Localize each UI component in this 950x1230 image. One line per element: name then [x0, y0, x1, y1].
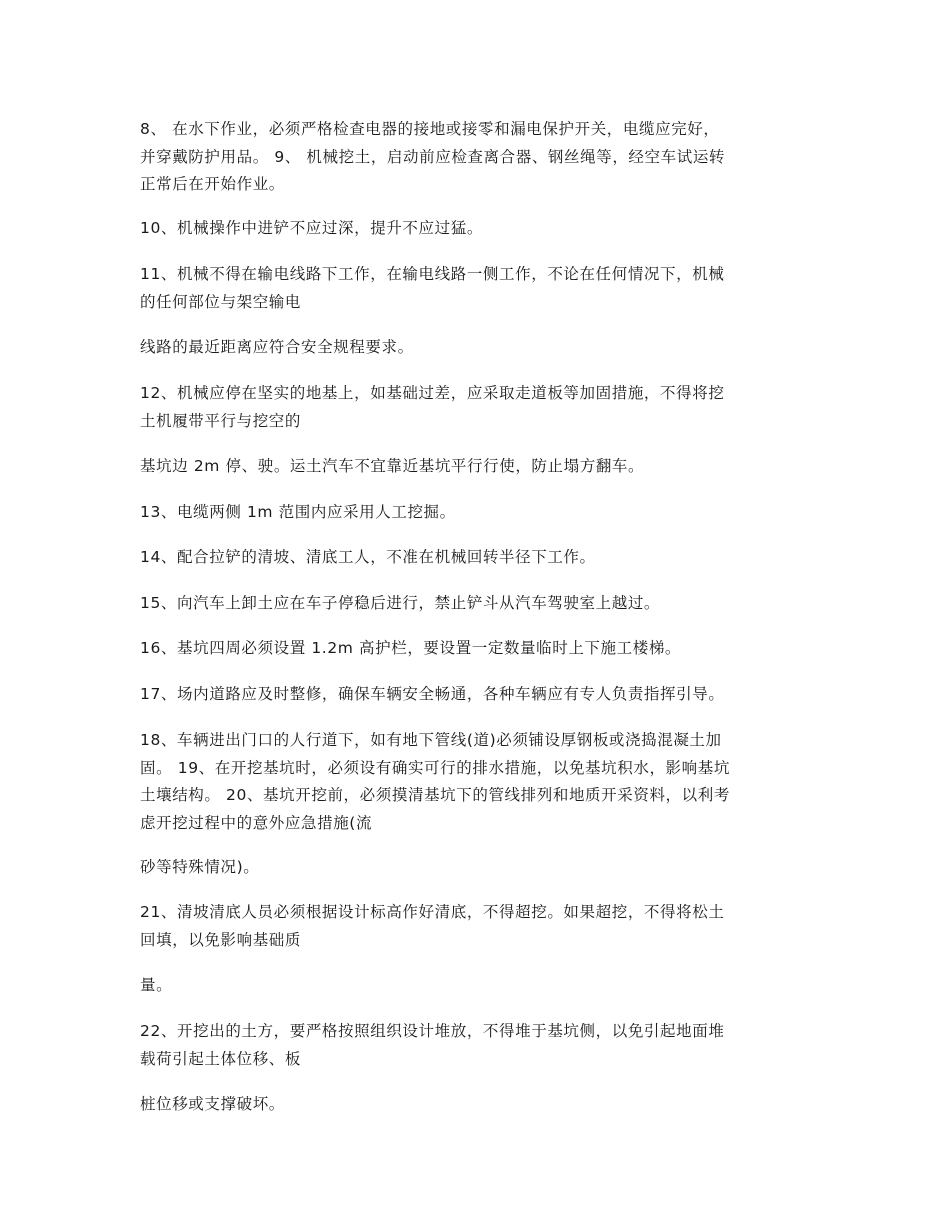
- paragraph-item-16: [140, 635, 820, 663]
- text-line: 16、基坑四周必须设置 1.2m 高护栏，要设置一定数量临时上下施工楼梯。: [140, 639, 682, 657]
- paragraph-item-20-continued: [140, 854, 820, 882]
- paragraph-item-11: [140, 261, 820, 316]
- text-line: 11、机械不得在输电线路下工作，在输电线路一侧工作，不论在任何情况下，机械: [140, 265, 725, 283]
- paragraph-item-15: [140, 590, 820, 618]
- paragraph-item-21-continued: [140, 972, 820, 1000]
- text-line: 并穿戴防护用品。 9、 机械挖土，启动前应检查离合器、钢丝绳等，经空车试运转: [140, 147, 726, 166]
- text-line: 固。 19、在开挖基坑时，必须设有确实可行的排水措施，以免基坑积水，影响基坑: [140, 758, 730, 777]
- paragraph-item-13: [140, 499, 820, 527]
- paragraph-item-10: [140, 215, 820, 243]
- paragraph-item-21: [140, 899, 820, 954]
- text-line: 18、车辆进出门口的人行道下，如有地下管线(道)必须铺设厚钢板或浇捣混凝土加: [140, 731, 722, 749]
- text-line: 21、清坡清底人员必须根据设计标高作好清底，不得超挖。如果超挖，不得将松土: [140, 903, 725, 921]
- paragraph-item-8-9: [140, 116, 820, 199]
- paragraph-item-12: [140, 380, 820, 435]
- paragraph-item-18-20: [140, 727, 820, 837]
- text-line: 土机履带平行与挖空的: [140, 411, 302, 430]
- paragraph-item-22: [140, 1018, 820, 1073]
- text-line: 砂等特殊情况)。: [140, 858, 260, 876]
- text-line: 桩位移或支撑破坏。: [140, 1095, 285, 1113]
- paragraph-item-17: [140, 681, 820, 709]
- text-line: 的任何部位与架空输电: [140, 292, 302, 311]
- text-line: 线路的最近距离应符合安全规程要求。: [140, 338, 414, 356]
- text-line: 12、机械应停在坚实的地基上，如基础过差，应采取走道板等加固措施，不得将挖: [140, 384, 725, 402]
- paragraph-item-11-continued: [140, 334, 820, 362]
- text-line: 8、 在水下作业，必须严格检查电器的接地或接零和漏电保护开关，电缆应完好，: [140, 120, 720, 138]
- text-line: 13、电缆两侧 1m 范围内应采用人工挖掘。: [140, 503, 456, 521]
- text-line: 17、场内道路应及时整修，确保车辆安全畅通，各种车辆应有专人负责指挥引导。: [140, 685, 725, 703]
- text-line: 正常后在开始作业。: [140, 175, 285, 193]
- text-line: 10、机械操作中进铲不应过深，提升不应过猛。: [140, 219, 483, 237]
- paragraph-item-22-continued: [140, 1091, 820, 1119]
- text-line: 回填，以免影响基础质: [140, 930, 302, 949]
- text-line: 22、开挖出的土方，要严格按照组织设计堆放，不得堆于基坑侧，以免引起地面堆: [140, 1022, 725, 1040]
- text-line: 15、向汽车上卸土应在车子停稳后进行，禁止铲斗从汽车驾驶室上越过。: [140, 594, 661, 612]
- text-line: 虑开挖过程中的意外应急措施(流: [140, 813, 373, 832]
- paragraph-item-14: [140, 544, 820, 572]
- text-line: 14、配合拉铲的清坡、清底工人，不准在机械回转半径下工作。: [140, 548, 596, 566]
- text-line: 载荷引起土体位移、板: [140, 1049, 302, 1068]
- text-line: 量。: [140, 976, 173, 994]
- text-line: 土壤结构。 20、基坑开挖前，必须摸清基坑下的管线排列和地质开采资料，以利考: [140, 786, 730, 804]
- paragraph-item-12-continued: [140, 453, 820, 481]
- text-line: 基坑边 2m 停、驶。运土汽车不宜靠近基坑平行行使，防止塌方翻车。: [140, 457, 645, 475]
